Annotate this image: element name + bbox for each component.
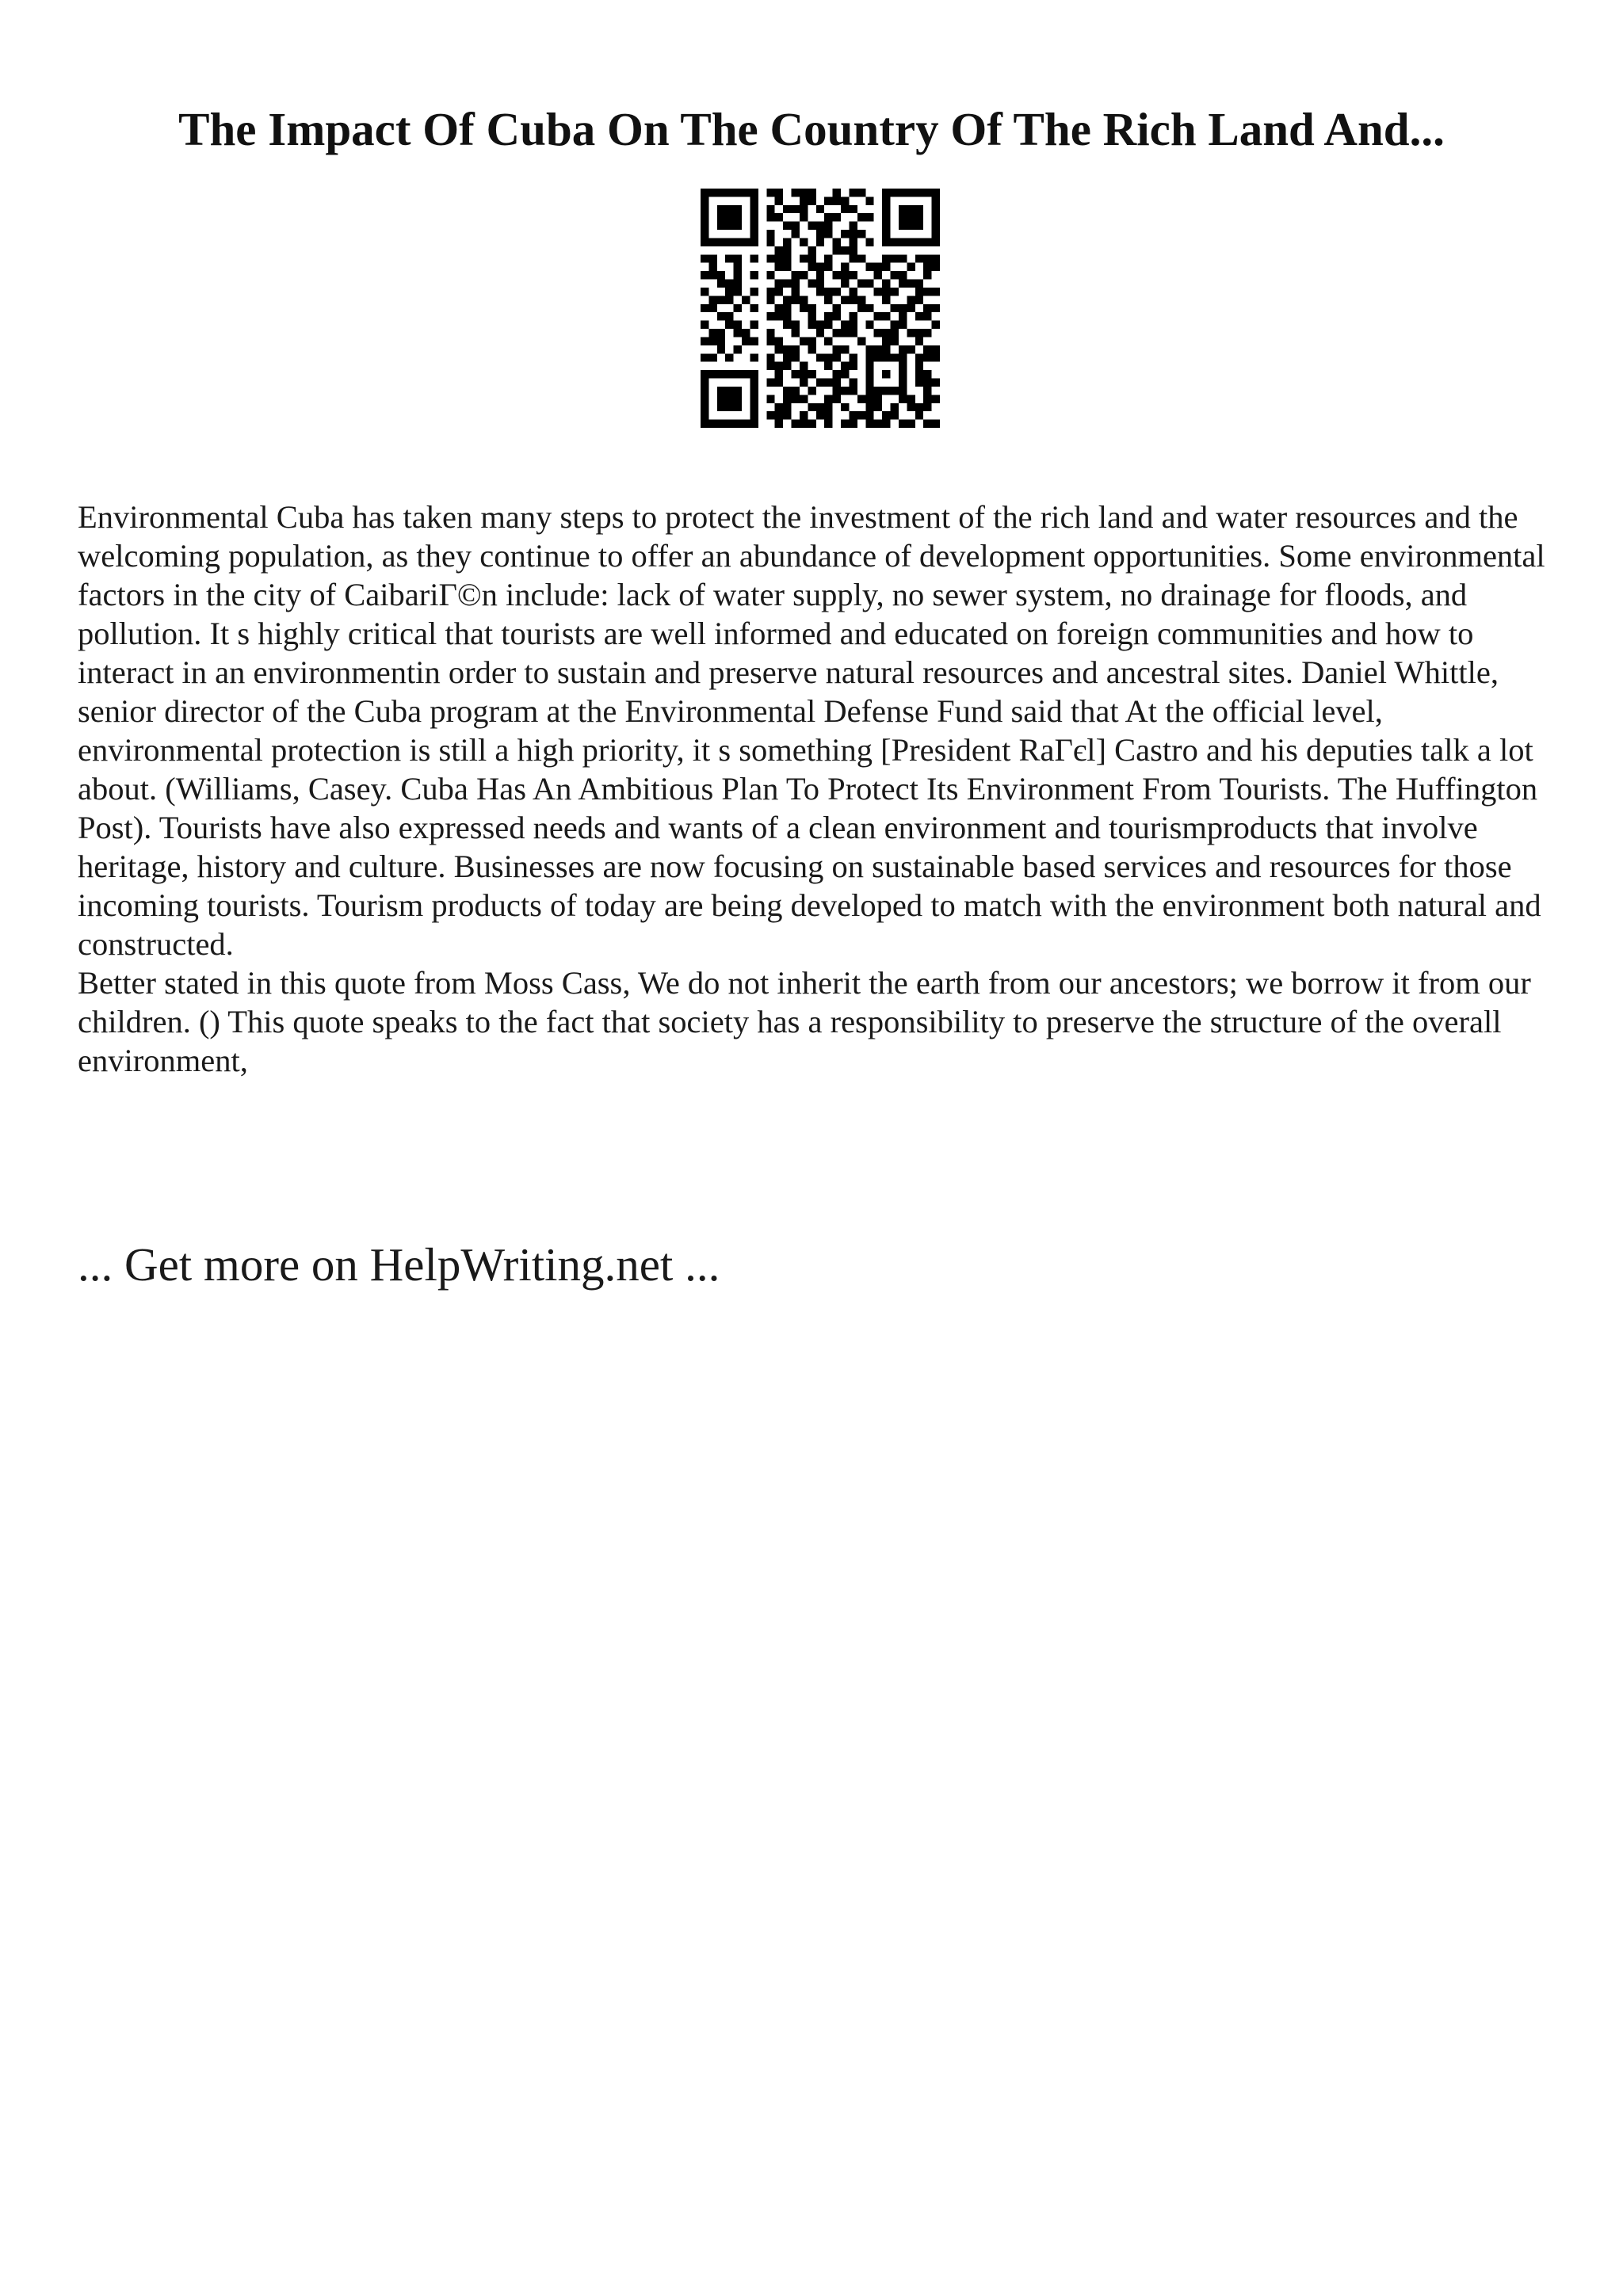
document-title: The Impact Of Cuba On The Country Of The Rich Land And... — [178, 103, 1445, 155]
article-paragraph-1: Environmental Cuba has taken many steps to protect the investment of the rich land and water resources and the welcoming population, as they continue to offer an abundance of development opportunities. Some environmental factors in the city of CaibariГ©n include: lack of water supply, no sewer system, no drainage for floods, and pollution. It s highly critical that tourists are well informed and educated on foreign communities and how to interact in an environmentin order to sustain and preserve natural resources and ancestral sites. Daniel Whittle, senior director of the Cuba program at the Environmental Defense Fund said that At the official level, environmental protection is still a high priority, it s something [President RaГєl] Castro and his deputies talk a lot about. (Williams, Casey. Cuba Has An Ambitious Plan To Protect Its Environment From Tourists. The Huffington Post). Tourists have also expressed needs and wants of a clean environment and tourismproducts that involve heritage, history and culture. Businesses are now focusing on sustainable based services and resources for those incoming tourists. Tourism products of today are being developed to match with the environment both natural and constructed. — [78, 499, 1545, 962]
article-body — [78, 498, 1552, 1080]
qr-code-graphic — [701, 189, 940, 428]
get-more-link[interactable]: ... Get more on HelpWriting.net ... — [78, 1238, 720, 1291]
qr-code[interactable] — [701, 189, 940, 428]
article-paragraph-2: Better stated in this quote from Moss Cass, We do not inherit the earth from our ancestors; we borrow it from our children. () This quote speaks to the fact that society has a responsibility to preserve the structure of the overall environment, — [78, 965, 1531, 1078]
